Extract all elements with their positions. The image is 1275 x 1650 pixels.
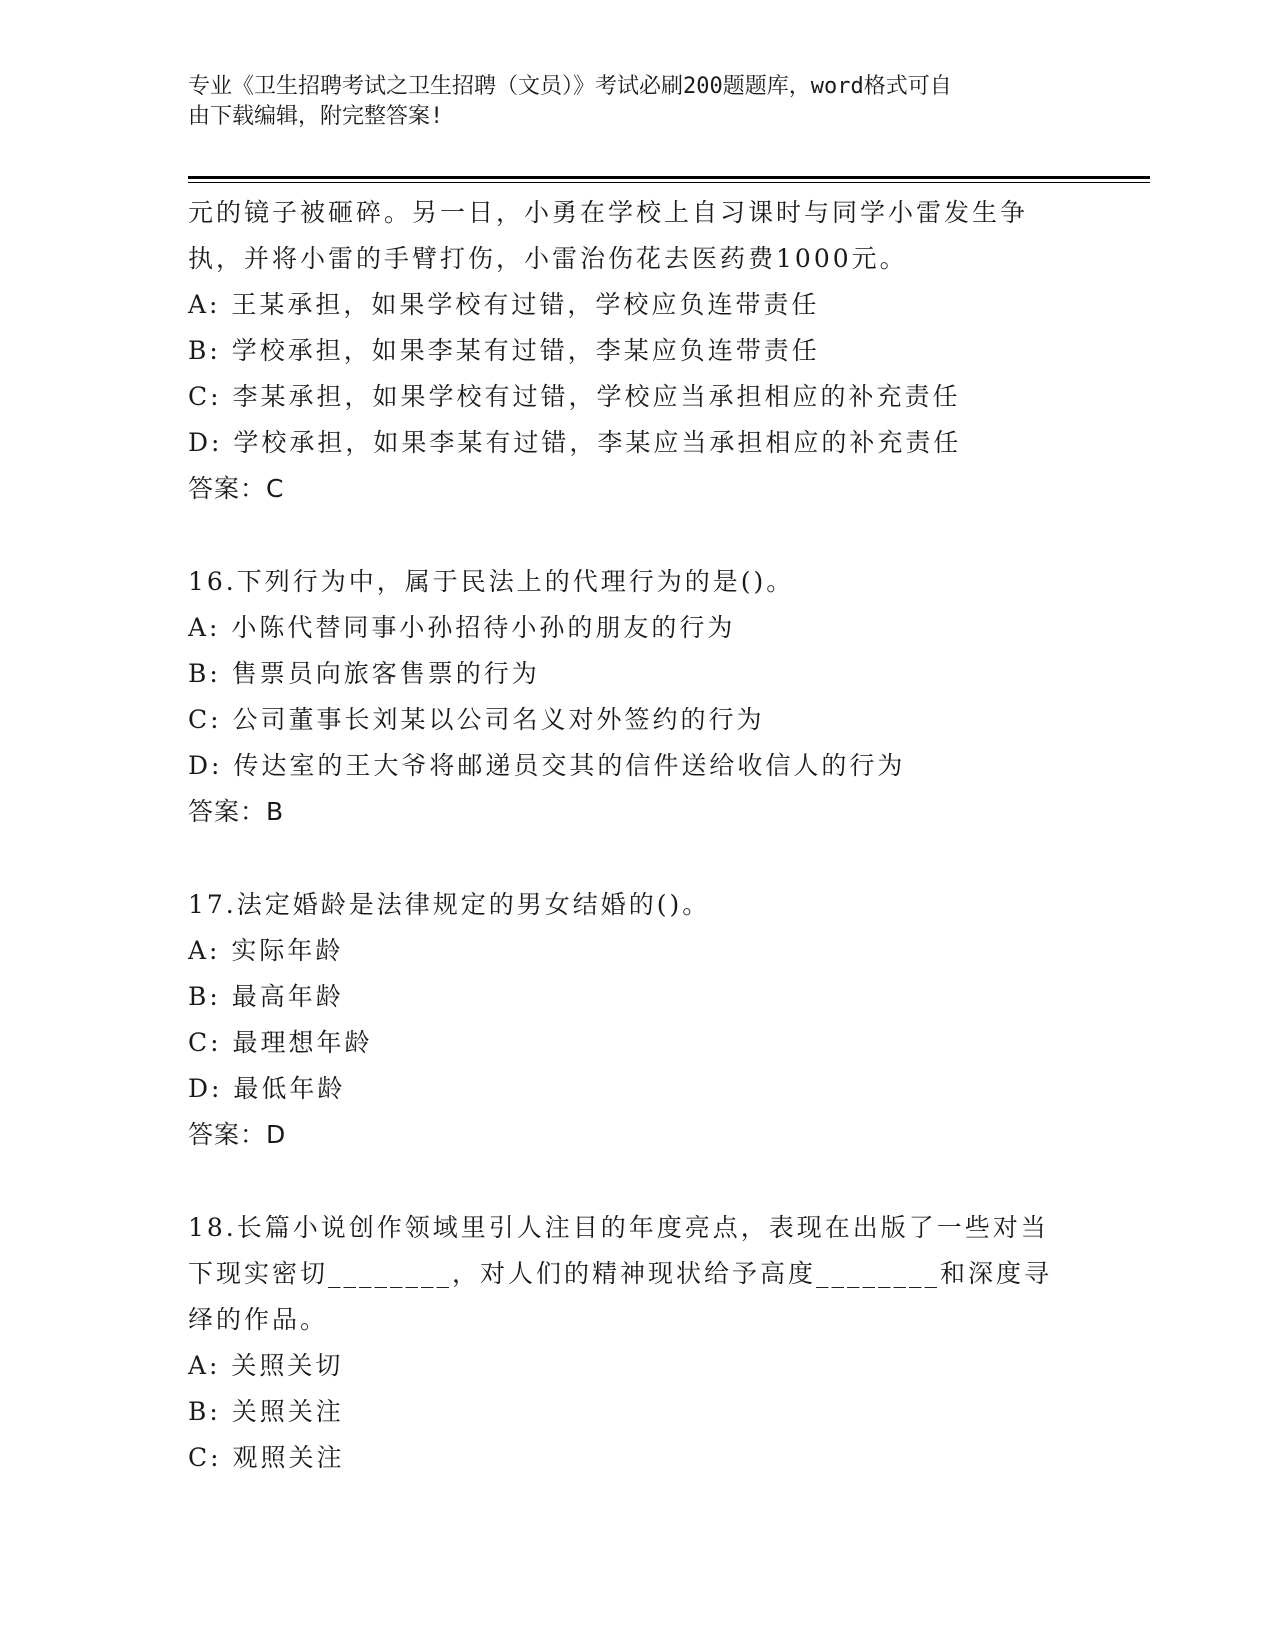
question-text: 执，并将小雷的手臂打伤，小雷治伤花去医药费1000元。 [188, 244, 908, 273]
option-d: D: 传达室的王大爷将邮递员交其的信件送给收信人的行为 [188, 751, 906, 780]
option-a: A: 小陈代替同事小孙招待小孙的朋友的行为 [188, 613, 736, 642]
option-a: A: 王某承担，如果学校有过错，学校应负连带责任 [188, 290, 820, 319]
question-17 [188, 882, 1088, 1158]
option-d: D: 最低年龄 [188, 1074, 346, 1103]
option-c: C: 公司董事长刘某以公司名义对外签约的行为 [188, 705, 765, 734]
header-divider-thin [188, 182, 1150, 183]
answer: 答案：B [188, 797, 285, 826]
header-line-1: 专业《卫生招聘考试之卫生招聘（文员）》考试必刷200题题库，word格式可自 [188, 74, 952, 99]
option-b: B: 关照关注 [188, 1397, 344, 1426]
option-b: B: 最高年龄 [188, 982, 344, 1011]
option-d: D: 学校承担，如果李某有过错，李某应当承担相应的补充责任 [188, 428, 962, 457]
option-c: C: 观照关注 [188, 1443, 345, 1472]
option-a: A: 实际年龄 [188, 936, 344, 965]
document-body [188, 190, 1088, 1481]
question-text: 绎的作品。 [188, 1305, 329, 1334]
document-header [188, 72, 1068, 132]
option-b: B: 售票员向旅客售票的行为 [188, 659, 540, 688]
question-text: 18.长篇小说创作领域里引人注目的年度亮点，表现在出版了一些对当 [188, 1213, 1049, 1242]
option-c: C: 最理想年龄 [188, 1028, 373, 1057]
question-text: 16.下列行为中，属于民法上的代理行为的是()。 [188, 567, 795, 596]
question-text: 下现实密切________，对人们的精神现状给予高度________和深度寻 [188, 1259, 1053, 1288]
header-divider-thick [188, 176, 1150, 179]
option-b: B: 学校承担，如果李某有过错，李某应负连带责任 [188, 336, 820, 365]
question-text: 元的镜子被砸碎。另一日，小勇在学校上自习课时与同学小雷发生争 [188, 198, 1029, 227]
option-a: A: 关照关切 [188, 1351, 344, 1380]
header-line-2: 由下载编辑，附完整答案! [188, 104, 444, 129]
answer: 答案：D [188, 1120, 287, 1149]
question-text: 17.法定婚龄是法律规定的男女结婚的()。 [188, 890, 711, 919]
option-c: C: 李某承担，如果学校有过错，学校应当承担相应的补充责任 [188, 382, 961, 411]
question-15 [188, 190, 1088, 512]
question-18 [188, 1205, 1088, 1481]
question-16 [188, 559, 1088, 835]
answer: 答案：C [188, 474, 285, 503]
